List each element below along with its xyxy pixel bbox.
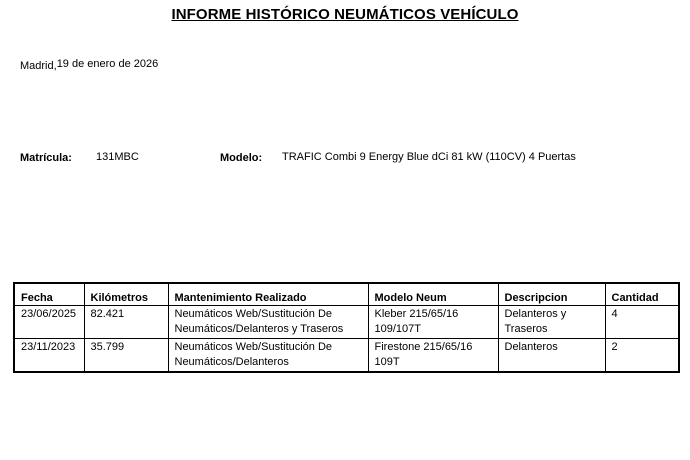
header-cantidad: Cantidad — [605, 283, 679, 306]
model-label: Modelo: — [220, 152, 263, 164]
table-header-row — [14, 283, 679, 306]
header-fecha: Fecha — [14, 283, 84, 306]
place-date — [20, 58, 158, 70]
cell-cantidad: 4 — [605, 306, 679, 339]
header-kilometros: Kilómetros — [84, 283, 168, 306]
report-title: INFORME HISTÓRICO NEUMÁTICOS VEHÍCULO — [171, 6, 519, 23]
plate-label: Matrícula: — [20, 152, 72, 164]
report-date: 19 de enero de 2026 — [56, 58, 159, 70]
cell-descripcion: Delanteros — [498, 339, 605, 373]
table-row — [14, 306, 679, 339]
header-modelo-neum: Modelo Neum — [368, 283, 498, 306]
cell-mantenimiento: Neumáticos Web/Sustitución De Neumáticos/Delanteros y Traseros — [168, 306, 368, 339]
table-row — [14, 339, 679, 373]
place-city: Madrid, — [20, 60, 57, 72]
cell-fecha: 23/06/2025 — [14, 306, 84, 339]
cell-cantidad: 2 — [605, 339, 679, 373]
cell-modelo: Kleber 215/65/16 109/107T — [368, 306, 498, 339]
header-descripcion: Descripcion — [498, 283, 605, 306]
tire-history-table — [13, 282, 680, 373]
header-mantenimiento: Mantenimiento Realizado — [168, 283, 368, 306]
cell-modelo: Firestone 215/65/16 109T — [368, 339, 498, 373]
cell-fecha: 23/11/2023 — [21, 341, 76, 353]
cell-mantenimiento: Neumáticos Web/Sustitución De Neumáticos/Delanteros — [168, 339, 368, 373]
cell-km: 35.799 — [84, 339, 168, 373]
cell-km: 82.421 — [84, 306, 168, 339]
model-value: TRAFIC Combi 9 Energy Blue dCi 81 kW (110CV) 4 Puertas — [282, 151, 576, 163]
cell-descripcion: Delanteros y Traseros — [498, 306, 605, 339]
plate-value: 131MBC — [96, 151, 139, 163]
